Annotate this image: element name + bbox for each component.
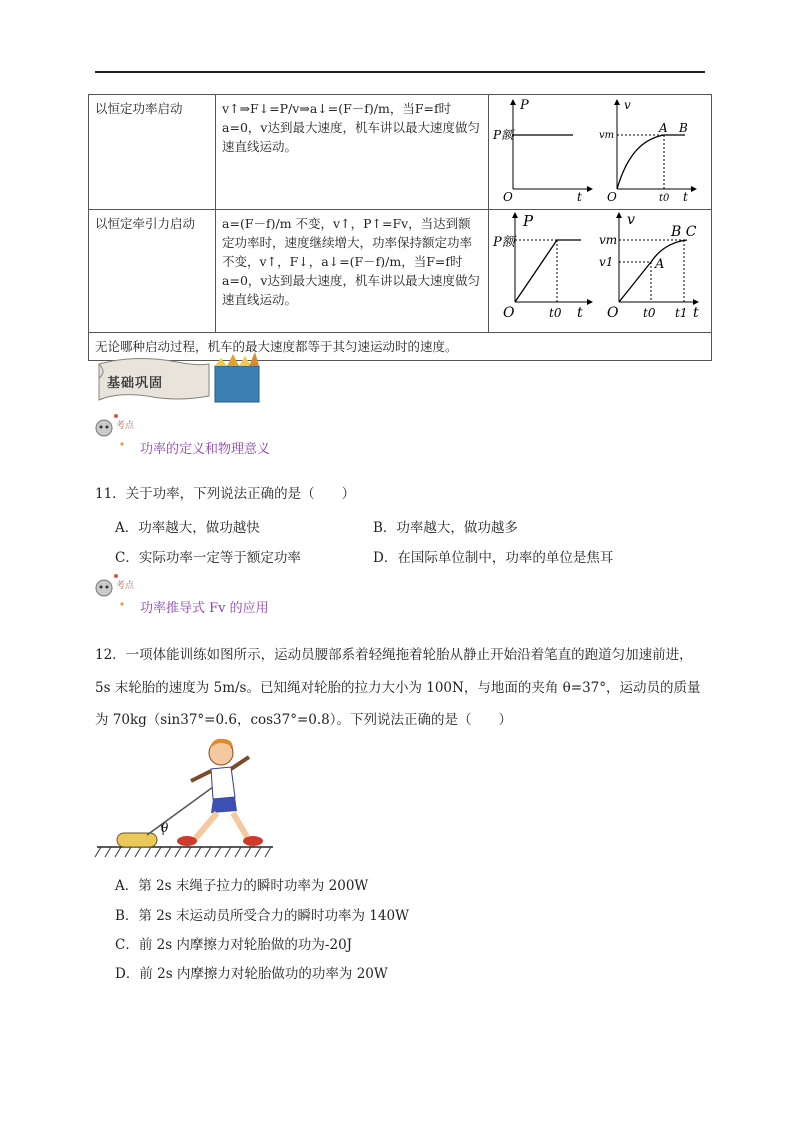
point-label: A: [659, 121, 669, 135]
axis-label: v: [627, 212, 636, 228]
option-b[interactable]: B．第 2s 末运动员所受合力的瞬时功率为 140W: [115, 908, 409, 924]
option-d[interactable]: D．在国际单位制中，功率的单位是焦耳: [373, 550, 614, 566]
badge-text: 考点: [116, 421, 135, 431]
axis-label: O: [503, 305, 515, 321]
banner-text: 基础巩固: [107, 376, 164, 391]
option-c[interactable]: C．前 2s 内摩擦力对轮胎做的功为-20J: [115, 937, 353, 953]
topic-heading: 功率的定义和物理意义: [140, 442, 271, 457]
point-label: B: [679, 121, 689, 135]
axis-label: P: [523, 212, 534, 230]
startup-table: [88, 94, 712, 361]
axis-label: t: [693, 305, 700, 321]
process-cell: v↑⇒F↓=P/v⇒a↓=(F－f)/m，当F=f时 a=0，v达到最大速度，机车讲以最大速度做匀速直线运动。: [216, 95, 489, 210]
option-a[interactable]: A．功率越大，做功越快: [115, 520, 260, 536]
question-12-stem-line: 5s 末轮胎的速度为 5m/s。已知绳对轮胎的拉力大小为 100N，与地面的夹角 θ=37°，运动员的质量: [95, 680, 701, 696]
table-row: [89, 95, 712, 210]
point-label: B C: [671, 224, 697, 240]
theta-label: θ: [161, 821, 169, 835]
axis-label: t0: [643, 306, 656, 320]
axis-label: t1: [675, 306, 688, 320]
question-11-stem: 11．关于功率，下列说法正确的是（ ）: [95, 486, 356, 502]
section-banner: [97, 350, 267, 406]
runner-tire-figure: [95, 735, 275, 860]
p-t-graph-constant-force: [489, 210, 597, 324]
topic-heading: 功率推导式 Fv 的应用: [140, 601, 269, 616]
p-t-graph-constant-power: [489, 95, 597, 205]
axis-label: vm: [599, 130, 615, 141]
option-b[interactable]: B．功率越大，做功越多: [373, 520, 518, 536]
topic-badge-icon: [92, 408, 135, 448]
axis-label: t: [683, 190, 689, 204]
option-a[interactable]: A．第 2s 末绳子拉力的瞬时功率为 200W: [115, 878, 369, 894]
process-cell: a=(F－f)/m 不变，v↑，P↑=Fv，当达到额定功率时，速度继续增大，功率保持额定功率不变，v↑，F↓，a↓=(F－f)/m，当F=f时 a=0，v达到最大速度，机车讲以最大速度做匀速直线运动。: [216, 210, 489, 333]
axis-label: O: [503, 190, 514, 204]
axis-label: t0: [549, 306, 562, 320]
mode-cell: 以恒定牵引力启动: [89, 210, 216, 333]
v-t-graph-constant-power: [597, 95, 705, 205]
axis-label: P额: [493, 128, 514, 142]
question-12-stem-line: 为 70kg（sin37°=0.6，cos37°=0.8）。下列说法正确的是（ ）: [95, 712, 513, 728]
axis-label: v1: [599, 255, 614, 269]
axis-label: t: [577, 190, 583, 204]
header-rule: [95, 71, 705, 73]
graph-cell: [489, 95, 712, 210]
axis-label: t: [577, 305, 584, 321]
axis-label: P: [520, 98, 530, 113]
topic-badge-icon: [92, 568, 135, 608]
mode-cell: 以恒定功率启动: [89, 95, 216, 210]
table-row: [89, 210, 712, 333]
option-c[interactable]: C．实际功率一定等于额定功率: [115, 550, 301, 566]
axis-label: t0: [659, 193, 670, 204]
option-d[interactable]: D．前 2s 内摩擦力对轮胎做功的功率为 20W: [115, 966, 388, 982]
axis-label: vm: [599, 233, 618, 247]
axis-label: v: [624, 98, 632, 112]
axis-label: P额: [493, 235, 516, 250]
graph-cell: [489, 210, 712, 333]
v-t-graph-constant-force: [597, 210, 707, 324]
summary-cell: 无论哪种启动过程，机车的最大速度都等于其匀速运动时的速度。: [89, 333, 712, 361]
axis-label: O: [607, 190, 618, 204]
point-label: A: [655, 257, 665, 272]
axis-label: O: [607, 305, 619, 321]
question-12-stem-line: 12．一项体能训练如图所示，运动员腰部系着轻绳拖着轮胎从静止开始沿着笔直的跑道匀加速前进，: [95, 647, 693, 663]
badge-text: 考点: [116, 581, 135, 591]
